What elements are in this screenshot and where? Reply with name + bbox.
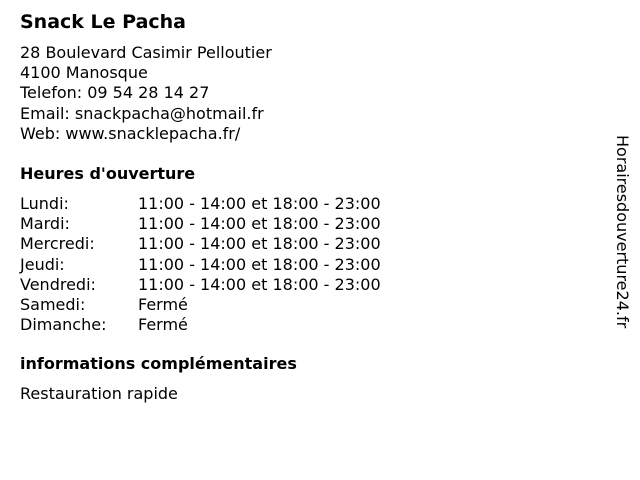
street-address: 28 Boulevard Casimir Pelloutier: [20, 43, 272, 62]
hours-row-thursday: [20, 255, 381, 275]
hours-row-wednesday: [20, 234, 381, 254]
time-value: Fermé: [138, 315, 188, 335]
city-postal-code: 4100 Manosque: [20, 63, 148, 83]
opening-hours-table: [20, 194, 381, 335]
day-label: Dimanche:: [20, 315, 107, 335]
time-value: Fermé: [138, 295, 188, 315]
day-label: Jeudi:: [20, 254, 65, 274]
additional-info-text: Restauration rapide: [20, 384, 178, 403]
time-value: 11:00 - 14:00 et 18:00 - 23:00: [138, 194, 381, 213]
day-label: Lundi:: [20, 194, 69, 213]
site-watermark: Horairesdouverture24.fr: [613, 135, 632, 329]
day-label: Samedi:: [20, 295, 86, 315]
additional-info-heading: informations complémentaires: [20, 354, 297, 373]
hours-row-friday: [20, 275, 381, 295]
day-label: Mercredi:: [20, 234, 95, 254]
hours-row-saturday: [20, 295, 381, 315]
time-value: 11:00 - 14:00 et 18:00 - 23:00: [138, 214, 381, 234]
day-label: Mardi:: [20, 214, 70, 234]
email-line: Email: snackpacha@hotmail.fr: [20, 103, 264, 123]
address-block: [20, 43, 272, 144]
business-name: Snack Le Pacha: [20, 11, 186, 33]
time-value: 11:00 - 14:00 et 18:00 - 23:00: [138, 254, 381, 274]
time-value: 11:00 - 14:00 et 18:00 - 23:00: [138, 274, 381, 294]
opening-hours-heading: Heures d'ouverture: [20, 164, 196, 183]
hours-row-tuesday: [20, 214, 381, 234]
day-label: Vendredi:: [20, 274, 96, 294]
hours-row-monday: [20, 194, 381, 214]
hours-row-sunday: [20, 315, 381, 335]
time-value: 11:00 - 14:00 et 18:00 - 23:00: [138, 234, 381, 254]
phone-line: Telefon: 09 54 28 14 27: [20, 83, 210, 103]
website-line: Web: www.snacklepacha.fr/: [20, 123, 241, 143]
